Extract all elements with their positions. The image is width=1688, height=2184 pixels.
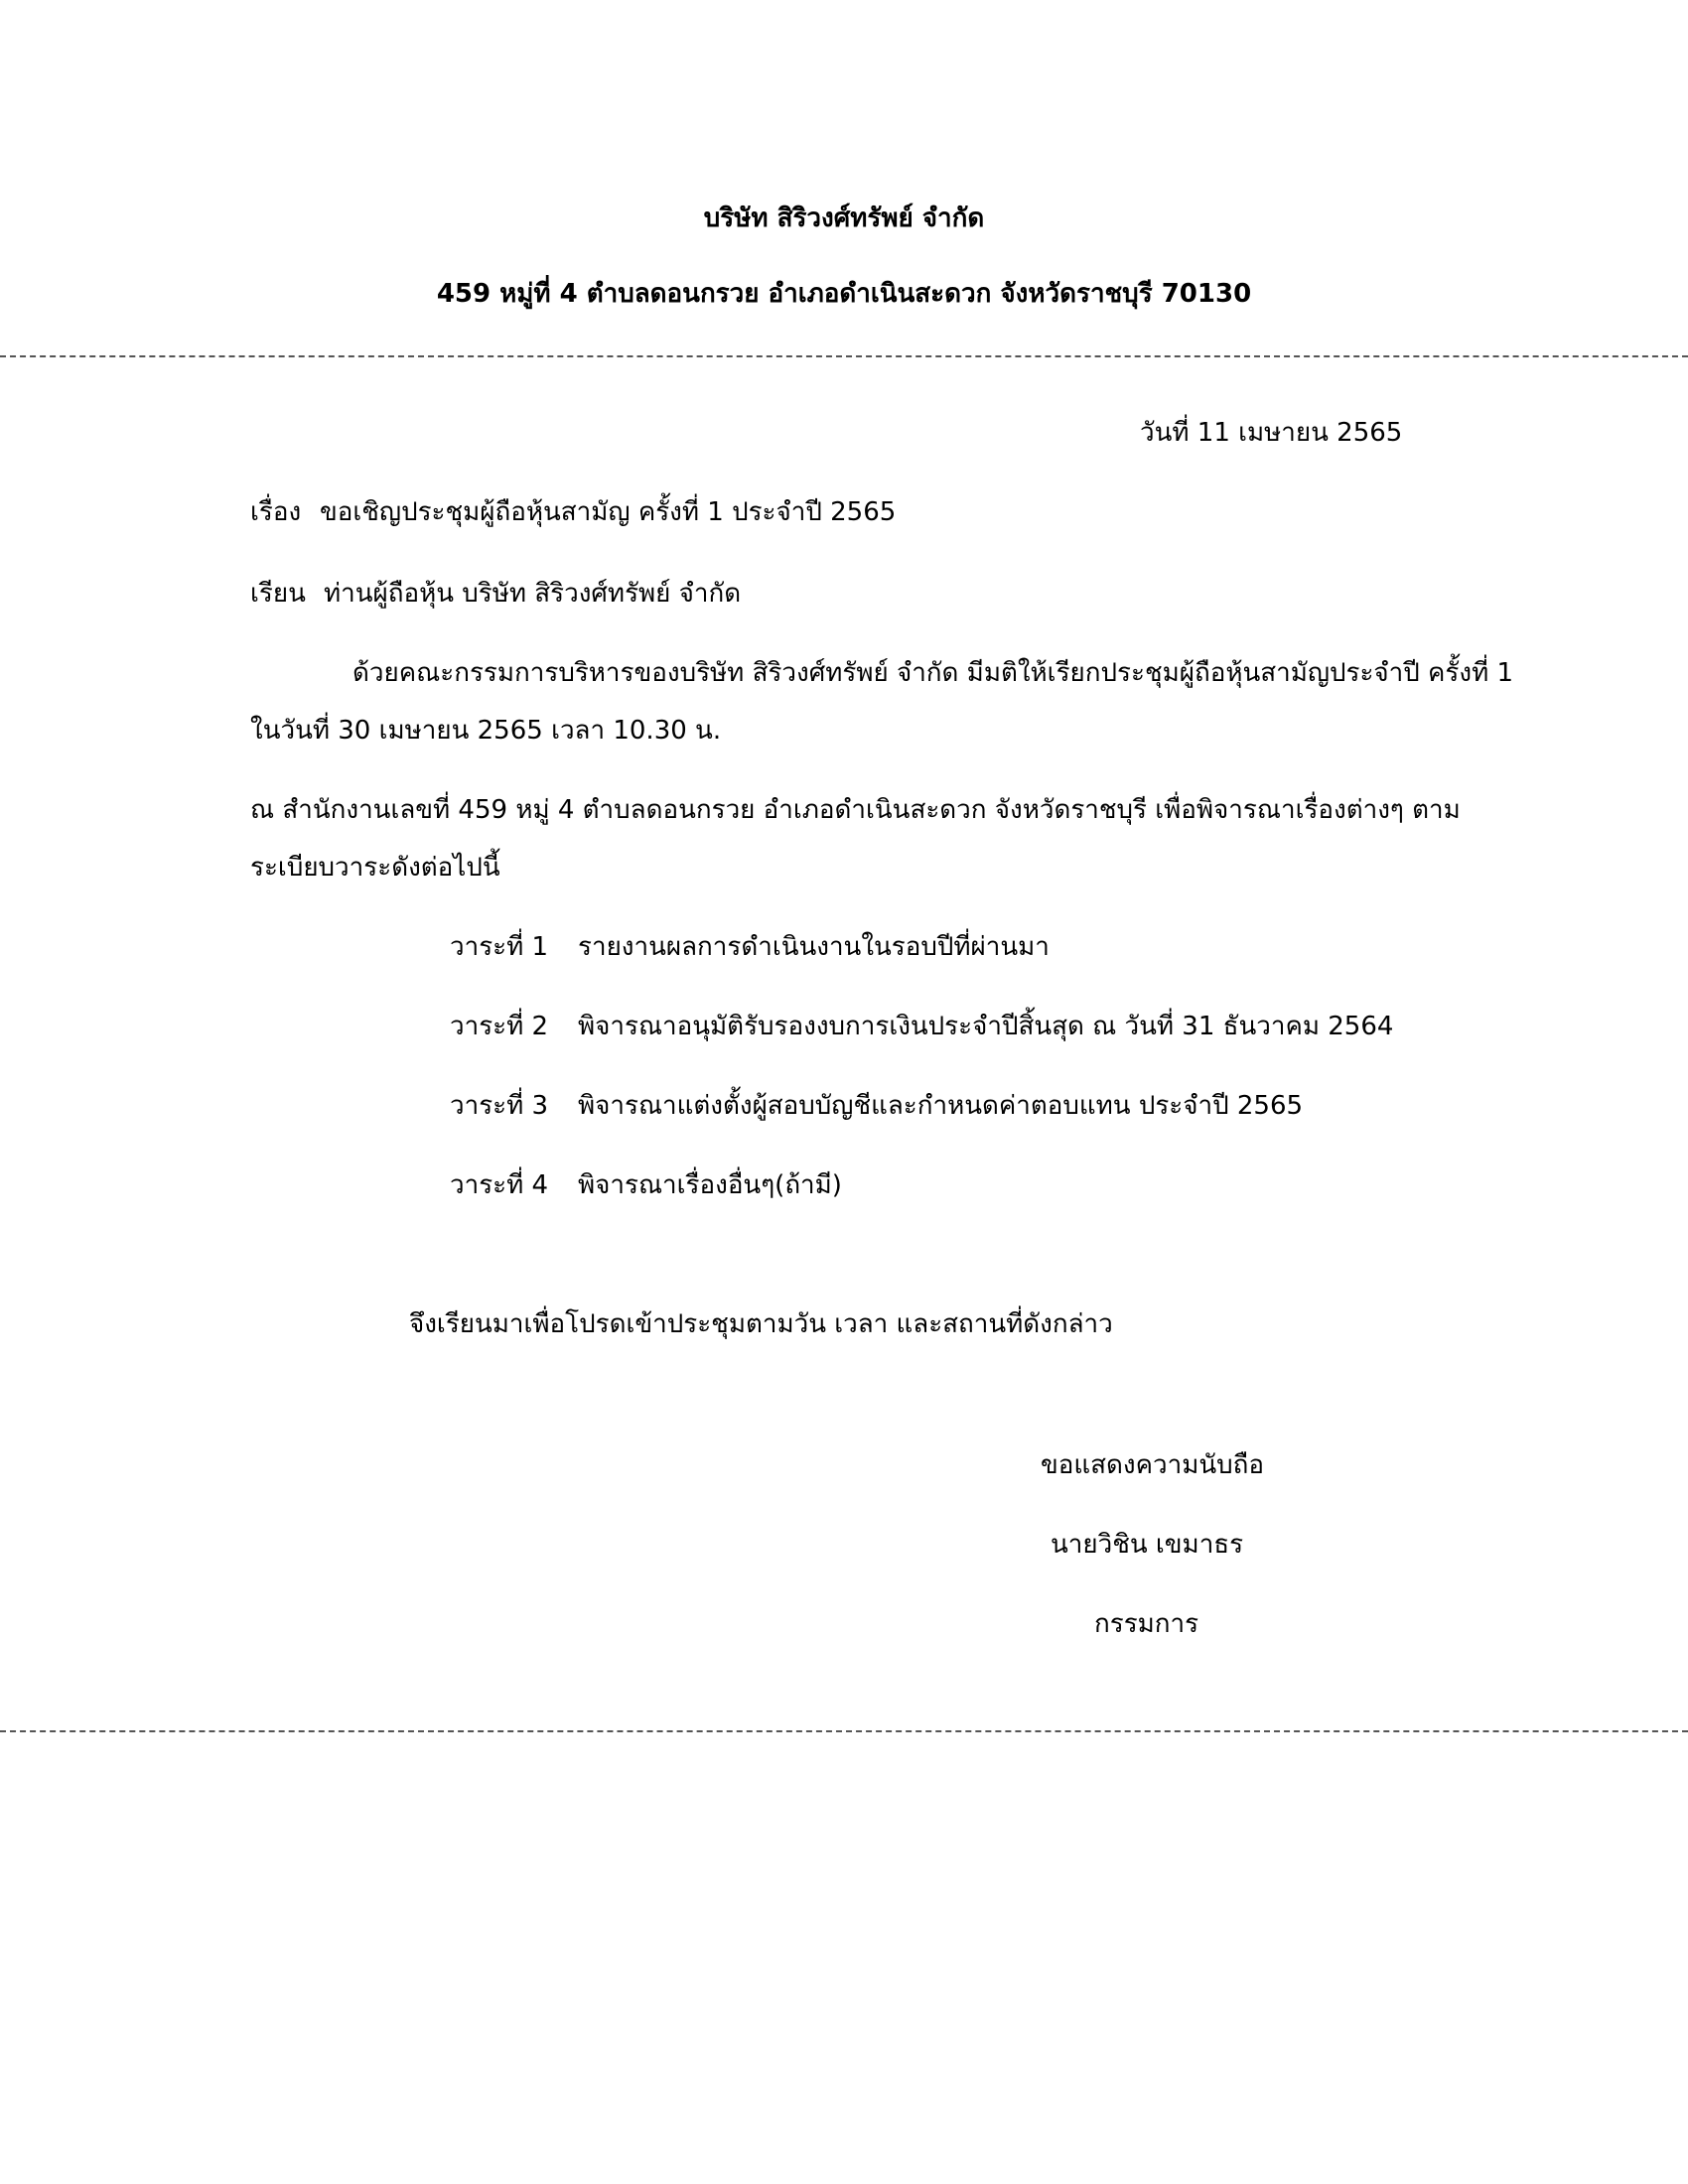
- body-line-1: ด้วยคณะกรรมการบริหารของบริษัท สิริวงศ์ทรัพย์ จำกัด มีมติให้เรียกประชุมผู้ถือหุ้นสามัญประจำปี ครั้งที่ 1: [352, 658, 1514, 688]
- agenda-item-1-label: วาระที่ 1: [450, 932, 549, 962]
- agenda-item-1-text: รายงานผลการดำเนินงานในรอบปีที่ผ่านมา: [578, 932, 1050, 962]
- signer-title: กรรมการ: [1094, 1609, 1199, 1639]
- recipient-label: เรียน: [250, 579, 306, 609]
- agenda-item-3-text: พิจารณาแต่งตั้งผู้สอบบัญชีและกำหนดค่าตอบแทน ประจำปี 2565: [578, 1091, 1304, 1121]
- agenda-item-3-label: วาระที่ 3: [450, 1091, 549, 1121]
- bottom-divider: [0, 1730, 1688, 1732]
- subject-label: เรื่อง: [250, 497, 302, 527]
- top-divider: [0, 355, 1688, 357]
- closing-line: จึงเรียนมาเพื่อโปรดเข้าประชุมตามวัน เวลา และสถานที่ดังกล่าว: [409, 1309, 1113, 1339]
- agenda-item-4-label: วาระที่ 4: [450, 1170, 549, 1200]
- body-line-2: ในวันที่ 30 เมษายน 2565 เวลา 10.30 น.: [250, 716, 722, 746]
- sign-off: ขอแสดงความนับถือ: [1041, 1450, 1264, 1480]
- company-name: บริษัท สิริวงศ์ทรัพย์ จำกัด: [703, 204, 985, 233]
- recipient-text: ท่านผู้ถือหุ้น บริษัท สิริวงศ์ทรัพย์ จำกัด: [324, 579, 742, 609]
- agenda-item-2-text: พิจารณาอนุมัติรับรองงบการเงินประจำปีสิ้นสุด ณ วันที่ 31 ธันวาคม 2564: [578, 1012, 1394, 1041]
- venue-line-2: ระเบียบวาระดังต่อไปนี้: [250, 853, 500, 883]
- agenda-item-2-label: วาระที่ 2: [450, 1012, 549, 1041]
- venue-line-1: ณ สำนักงานเลขที่ 459 หมู่ 4 ตำบลดอนกรวย อำเภอดำเนินสะดวก จังหวัดราชบุรี เพื่อพิจารณาเรื่องต่างๆ ตาม: [250, 795, 1461, 825]
- signer-name: นายวิชิน เขมาธร: [1051, 1530, 1244, 1560]
- letter-date: วันที่ 11 เมษายน 2565: [1140, 418, 1403, 448]
- subject-text: ขอเชิญประชุมผู้ถือหุ้นสามัญ ครั้งที่ 1 ประจำปี 2565: [320, 497, 897, 527]
- agenda-item-4-text: พิจารณาเรื่องอื่นๆ(ถ้ามี): [578, 1170, 842, 1200]
- company-address: 459 หมู่ที่ 4 ตำบลดอนกรวย อำเภอดำเนินสะดวก จังหวัดราชบุรี 70130: [436, 279, 1252, 309]
